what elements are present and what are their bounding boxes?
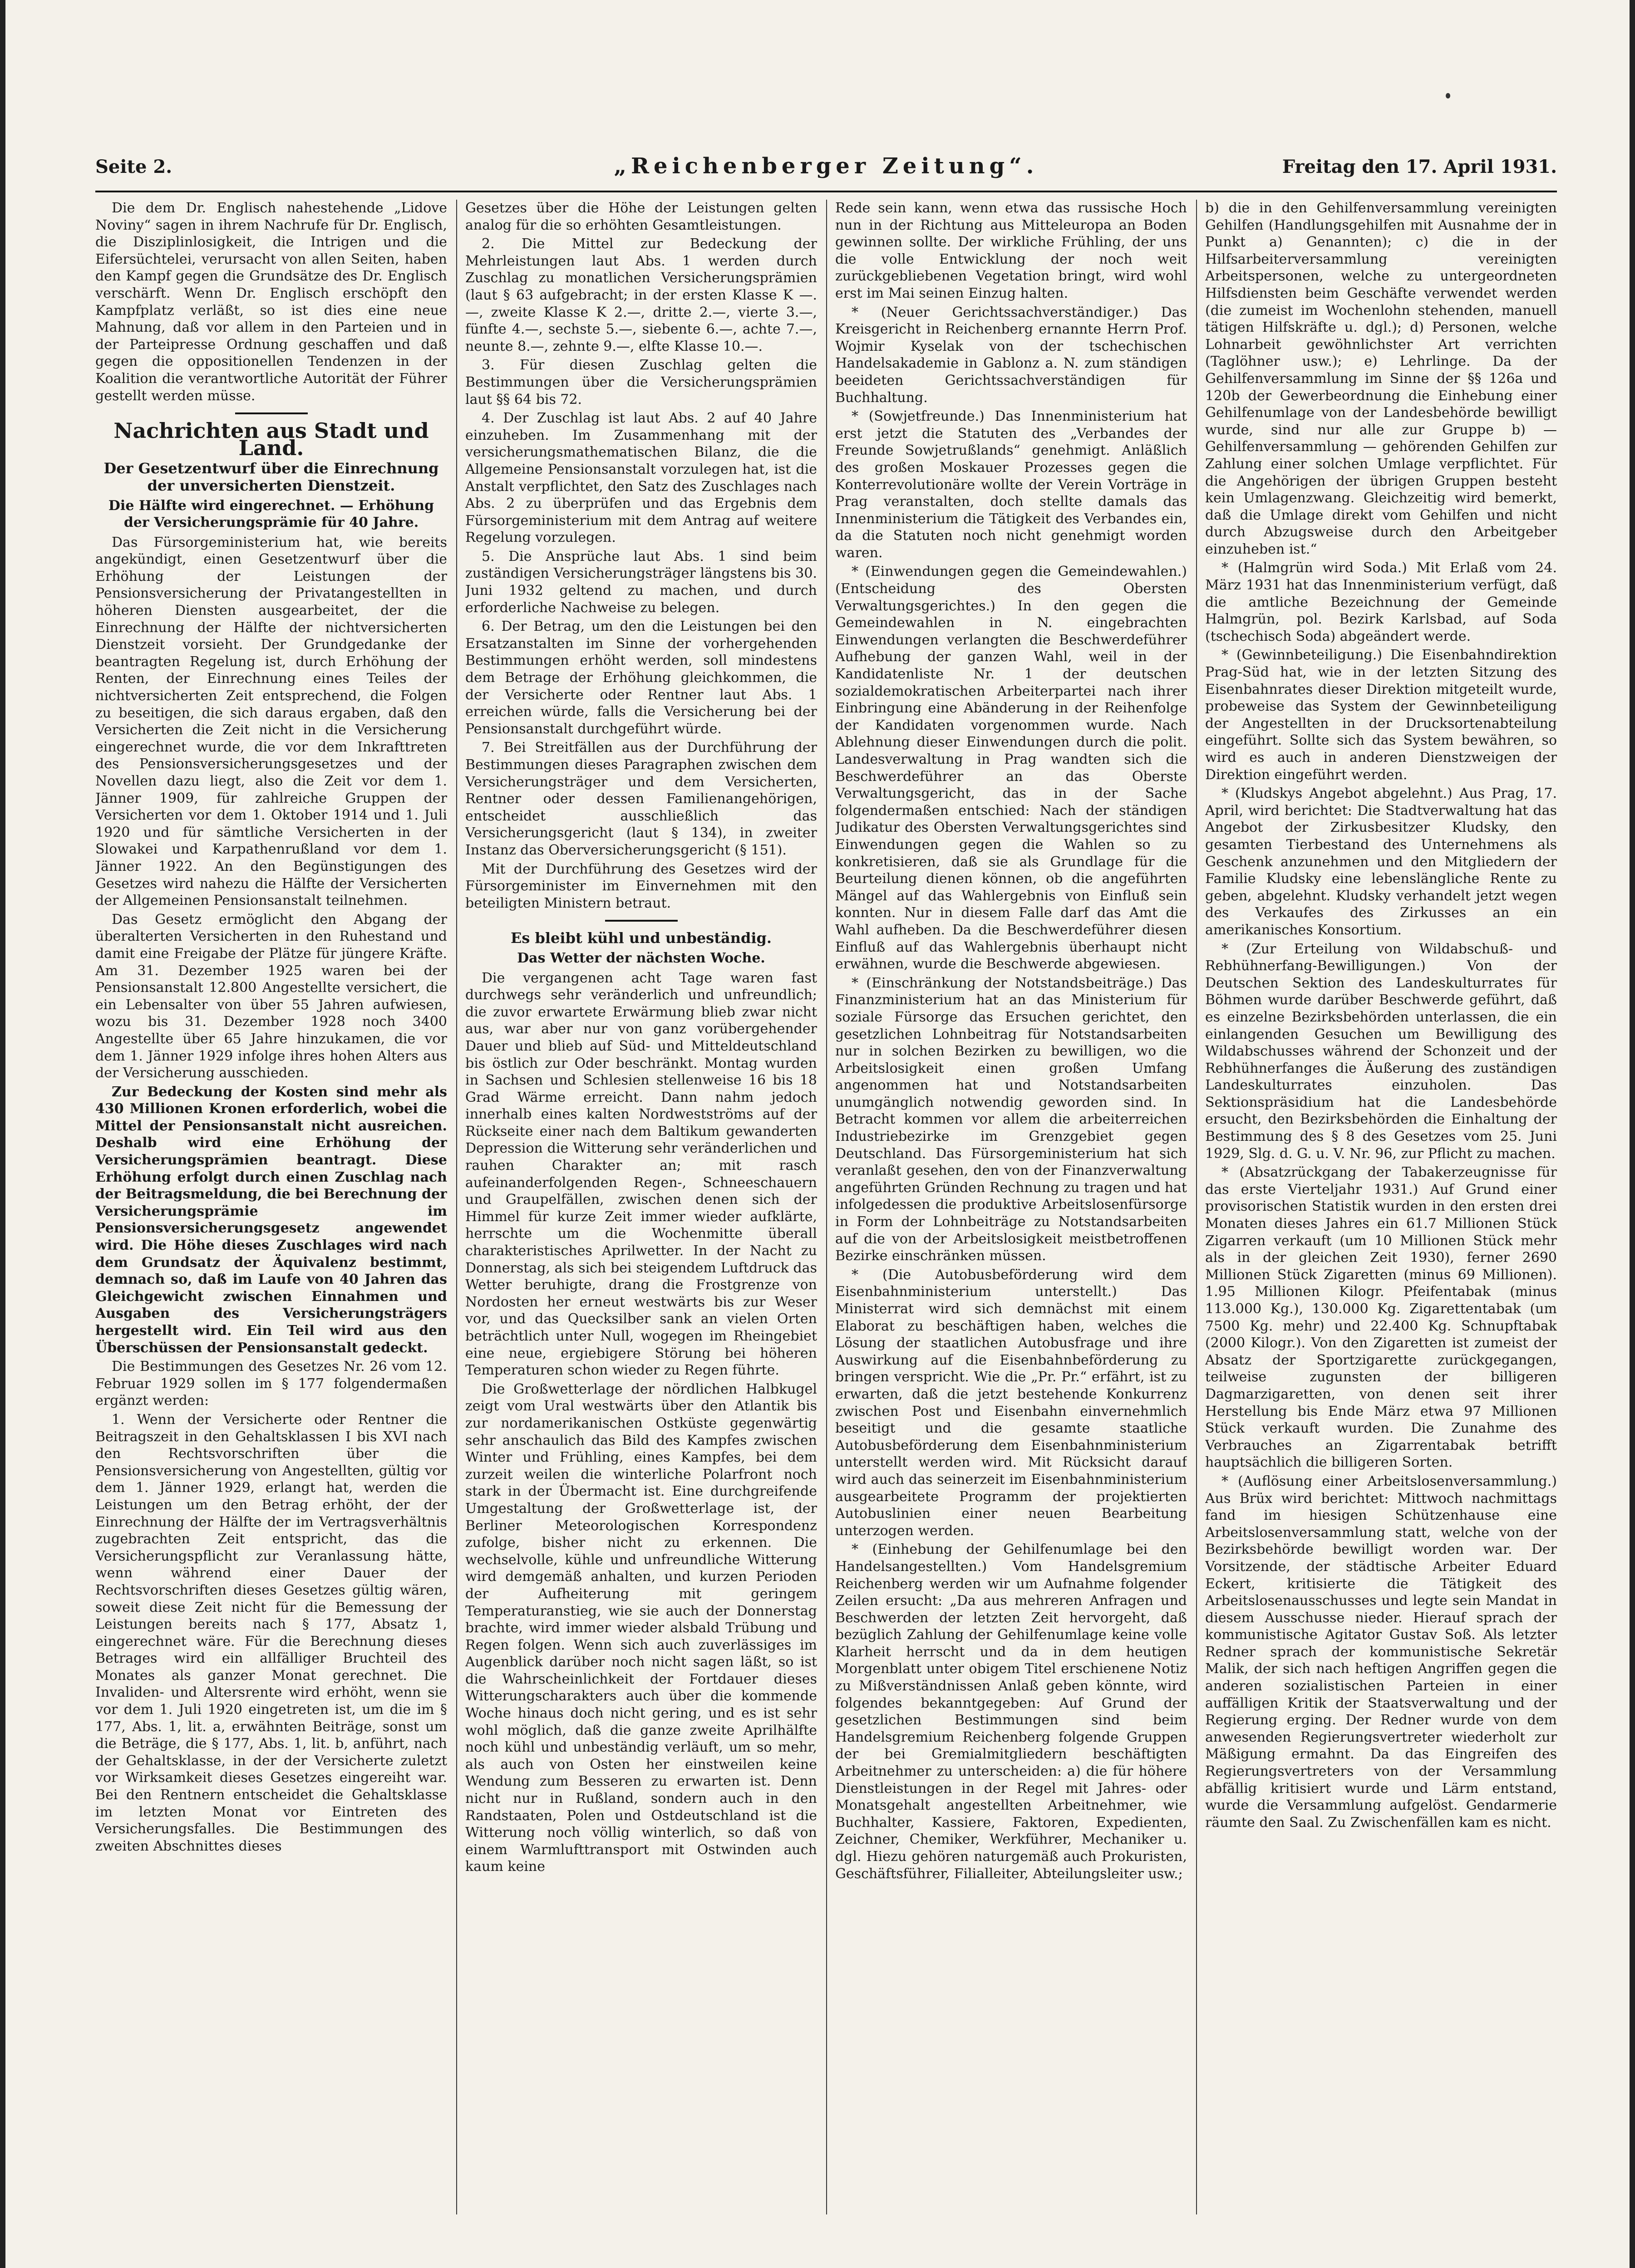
paragraph: Mit der Durchführung des Gesetzes wird der Fürsorgeminister im Einvernehmen mit den beteiligten Ministern betraut. [465, 861, 817, 911]
news-item: * (Einwendungen gegen die Gemeindewahlen.) (Entscheidung des Obersten Verwaltungsgerichtes.) In den gegen die Gemeindewahlen in N. eingebrachten Einwendungen verlangten die Beschwerdeführer Aufhebung der ganzen Wahl, weil in der Kandidatenliste Nr. 1 der deutschen sozialdemokratischen Arbeiterpartei nach ihrer Einbringung eine Abänderung in der Reihenfolge der Kandidaten vorgenommen wurde. Nach Ablehnung dieser Einwendungen durch die polit. Landesverwaltung in Prag wandten sich die Beschwerdeführer an das Oberste Verwaltungsgericht, das in der Sache folgendermaßen entschied: Nach der ständigen Judikatur des Obersten Verwaltungsgerichtes sind Einwendungen gegen die Wahlen so zu konkretisieren, daß sie als Grundlage für die Beurteilung dienen können, ob die angeführten Mängel auf das Wahlergebnis von Einfluß sein konnten. Nur in diesem Falle darf das Amt die Wahl aufheben. Da die Beschwerdeführer diesen Einfluß auf das Wahlergebnis überhaupt nicht erwähnen, wurde die Beschwerde abgewiesen. [835, 564, 1187, 972]
column-2 [465, 200, 817, 2214]
paragraph: 6. Der Betrag, um den die Leistungen bei den Ersatzanstalten im Sinne der vorhergehenden Bestimmungen erhöht werden, soll mindestens dem Betrage der Erhöhung gleichkommen, die der Versicherte oder Rentner laut Abs. 1 erreichen würde, falls die Versicherung bei der Pensionsanstalt durchgeführt würde. [465, 619, 817, 737]
news-item: * (Neuer Gerichtssachverständiger.) Das Kreisgericht in Reichenberg ernannte Herrn Prof. Wojmir Kyselak von der tschechischen Handelsakademie in Gablonz a. N. zum ständigen beeideten Gerichtssachverständigen für Buchhaltung. [835, 304, 1187, 406]
scan-edge-right [1630, 0, 1635, 2268]
news-item: * (Einhebung der Gehilfenumlage bei den Handelsangestellten.) Vom Handelsgremium Reichenberg werden wir um Aufnahme folgender Zeilen ersucht: „Da aus mehreren Anfragen und Beschwerden der letzten Zeit hervorgeht, daß bezüglich Zahlung der Gehilfenumlage keine volle Klarheit herrscht und da in dem heutigen Morgenblatt unter obigem Titel erschienene Notiz zu Mißverständnissen Anlaß geben könnte, wird folgendes bekanntgegeben: Auf Grund der gesetzlichen Bestimmungen sind beim Handelsgremium Reichenberg folgende Gruppen der bei Gremialmitgliedern beschäftigten Arbeitnehmer zu unterscheiden: a) die für höhere Dienstleistungen in der Regel mit Jahres- oder Monatsgehalt angestellten Arbeitnehmer, wie Buchhalter, Kassiere, Faktoren, Expedienten, Zeichner, Chemiker, Werkführer, Mechaniker u. dgl. Hiezu gehören naturgemäß auch Prokuristen, Geschäftsführer, Filialleiter, Abteilungsleiter usw.; [835, 1541, 1187, 1882]
column-rule [1196, 200, 1197, 2214]
paragraph: Die vergangenen acht Tage waren fast durchwegs sehr veränderlich und unfreundlich; die zuvor erwartete Erwärmung blieb zwar nicht aus, war aber nur von ganz vorübergehender Dauer und blieb auf Süd- und Mitteldeutschland bis östlich zur Oder beschränkt. Montag wurden in Sachsen und Schlesien stellenweise 16 bis 18 Grad Wärme erreicht. Dann nahm jedoch innerhalb eines kalten Nordwestströms auf der Rückseite einer nach dem Baltikum gewanderten Depression die Witterung sehr veränderlichen und rauhen Charakter an; mit rasch aufeinanderfolgenden Regen-, Schneeschauern und Graupelfällen, zwischen denen sich der Himmel für kurze Zeit immer wieder aufklärte, herrschte um die Wochenmitte überall charakteristisches Aprilwetter. In der Nacht zu Donnerstag, als sich bei steigendem Luftdruck das Wetter beruhigte, drang die Frostgrenze von Nordosten her erneut westwärts bis zur Weser vor, und das Quecksilber sank an vielen Orten beträchtlich unter Null, wogegen im Rheingebiet eine neue, ergiebigere Störung bei höheren Temperaturen schon wieder zu Regen führte. [465, 970, 817, 1379]
news-item: * (Kludskys Angebot abgelehnt.) Aus Prag, 17. April, wird berichtet: Die Stadtverwaltung hat das Angebot der Zirkusbesitzer Kludsky, den gesamten Tierbestand des Unternehmens als Geschenk anzunehmen und den Mitgliedern der Familie Kludsky eine lebenslängliche Rente zu geben, abgelehnt. Kludsky verhandelt jetzt wegen des Verkaufes des Zirkusses an ein amerikanisches Konsortium. [1205, 785, 1557, 938]
section-heading: Nachrichten aus Stadt und Land. [113, 418, 429, 460]
paragraph: 7. Bei Streitfällen aus der Durchführung der Bestimmungen dieses Paragraphen zwischen dem Versicherungsträger und dem Versicherten, Rentner oder dessen Familienangehörigen, entscheidet ausschließlich das Versicherungsgericht (laut § 134), in zweiter Instanz das Oberversicherungsgericht (§ 151). [465, 740, 817, 858]
news-item: * (Zur Erteilung von Wildabschuß- und Rebhühnerfang-Bewilligungen.) Von der Deutschen Sektion des Landeskulturrates für Böhmen wurde darüber Beschwerde geführt, daß es einzelne Bezirksbehörden unterlassen, die ein einlangenden Gesuchen um Bewilligung des Wildabschusses während der Schonzeit und der Rebhühnerfanges die Äußerung des zuständigen Landeskulturrates einzuholen. Das Sektionspräsidium hat die Landesbehörde ersucht, den Bezirksbehörden die Einhaltung der Bestimmung des § 8 des Gesetzes vom 25. Juni 1929, Slg. d. G. u. V. Nr. 96, zur Pflicht zu machen. [1205, 941, 1557, 1162]
column-rule [456, 200, 457, 2214]
article-subheadline: Die Hälfte wird eingerechnet. — Erhöhung der Versicherungsprämie für 40 Jahre. [108, 497, 434, 531]
column-1 [95, 200, 447, 2214]
column-3 [835, 200, 1187, 2214]
paragraph: b) die in den Gehilfenversammlung vereinigten Gehilfen (Handlungsgehilfen mit Ausnahme der in Punkt a) Genannten); c) die in der Hilfsarbeiterversammlung vereinigten Arbeitspersonen, welche zu untergeordneten Hilfsdiensten beim Geschäfte verwendet werden (die zumeist im Wochenlohn stehenden, manuell tätigen Hilfskräfte u. dgl.); d) Personen, welche Lohnarbeit gewöhnlichster Art verrichten (Taglöhner usw.); e) Lehrlinge. Da der Gehilfenversammlung im Sinne der §§ 126a und 120b der Gewerbeordnung die Einhebung einer Gehilfenumlage von der Landesbehörde bewilligt wurde, sind nur alle zur Gruppe b) — Gehilfenversammlung — gehörenden Gehilfen zur Zahlung einer solchen Umlage verpflichtet. Für die Angehörigen der übrigen Gruppen besteht kein Umlagenzwang. Gleichzeitig wird bemerkt, daß die Umlage direkt vom Gehilfen und nicht durch Abzugsweise durch den Arbeitgeber einzuheben ist.“ [1205, 200, 1557, 557]
paragraph: Das Fürsorgeministerium hat, wie bereits angekündigt, einen Gesetzentwurf über die Erhöhung der Leistungen der Pensionsversicherung der Privatangestellten in höheren Diensten ausgearbeitet, der die Einrechnung der Hälfte der nichtversicherten Dienstzeit vorsieht. Der Grundgedanke der beantragten Regelung ist, durch Erhöhung der Renten, der Einrechnung eines Teiles der nichtversicherten Zeit entsprechend, die Folgen zu beseitigen, die sich daraus ergaben, daß den Versicherten die Zeit nicht in die Versicherung eingerechnet wurde, die vor dem Inkrafttreten des Pensionsversicherungsgesetzes und der Novellen dazu liegt, also die Zeit vor dem 1. Jänner 1909, für zahlreiche Gruppen der Versicherten vor dem 1. Oktober 1914 und 1. Juli 1920 und für sämtliche Versicherten in der Slowakei und Karpathenrußland vor dem 1. Jänner 1922. An den Begünstigungen des Gesetzes wird nahezu die Hälfte der Versicherten der Allgemeinen Pensionsanstalt teilnehmen. [95, 534, 447, 909]
news-item: * (Gewinnbeteiligung.) Die Eisenbahndirektion Prag-Süd hat, wie in der letzten Sitzung des Eisenbahnrates dieser Direktion mitgeteilt wurde, probeweise das System der Gewinnbeteiligung der Angestellten in der Drucksortenabteilung eingeführt. Sollte sich das System bewähren, so wird es auch in anderen Dienstzweigen der Direktion eingeführt werden. [1205, 647, 1557, 783]
separator [235, 412, 308, 414]
paragraph: 2. Die Mittel zur Bedeckung der Mehrleistungen laut Abs. 1 werden durch Zuschlag zu monatlichen Versicherungsprämien (laut § 63 aufgebracht; in der ersten Klasse K —.—, zweite Klasse K 2.—, dritte 2.—, vierte 3.—, fünfte 4.—, sechste 5.—, siebente 6.—, achte 7.—, neunte 8.—, zehnte 9.—, elfte Klasse 10.—. [465, 236, 817, 354]
news-item: * (Auflösung einer Arbeitslosenversammlung.) Aus Brüx wird berichtet: Mittwoch nachmittags fand im hiesigen Schützenhause eine Arbeitslosenversammlung statt, welche von der Bezirksbehörde bewilligt worden war. Der Vorsitzende, der städtische Arbeiter Eduard Eckert, kritisierte die Tätigkeit des Arbeitslosenausschusses und legte sein Mandat in diesem Ausschusse nieder. Hierauf sprach der kommunistische Agitator Gustav Soß. Als letzter Redner sprach der kommunistische Sekretär Malik, der sich nach heftigen Angriffen gegen die anderen sozialistischen Parteien in einer auffälligen Kritik der Staatsverwaltung und der Regierung erging. Der Redner wurde von dem anwesenden Regierungsvertreter wiederholt zur Mäßigung ermahnt. Da das Eingreifen des Regierungsvertreters von der Versammlung abfällig kritisiert wurde und Lärm entstand, wurde die Versammlung aufgelöst. Gendarmerie räumte den Saal. Zu Zwischenfällen kam es nicht. [1205, 1473, 1557, 1831]
article-headline: Der Gesetzentwurf über die Einrechnung der unversicherten Dienstzeit. [103, 460, 439, 494]
newspaper-title: „Reichenberger Zeitung“. [614, 153, 1039, 179]
news-item: * (Die Autobusbeförderung wird dem Eisenbahnministerium unterstellt.) Das Ministerrat wird sich demnächst mit einem Elaborat zu beschäftigen haben, welches die Lösung der staatlichen Autobusfrage und ihre Auswirkung auf die Eisenbahnbeförderung zu bringen verspricht. Wie die „Pr. Pr.“ erfährt, ist zu erwarten, daß die jetzt bestehende Konkurrenz zwischen Post und Eisenbahn einvernehmlich beseitigt und die gesamte staatliche Autobusbeförderung dem Eisenbahnministerium unterstellt werden wird. Mit Rücksicht darauf wird auch das seinerzeit im Eisenbahnministerium ausgearbeitete Programm der projektierten Autobuslinien einer neuen Bearbeitung unterzogen werden. [835, 1267, 1187, 1539]
paragraph: Das Gesetz ermöglicht den Abgang der überalterten Versicherten in den Ruhestand und damit eine Freigabe der Plätze für jüngere Kräfte. Am 31. Dezember 1925 waren bei der Pensionsanstalt 12.800 Angestellte versichert, die ein Lebensalter von über 55 Jahren aufwiesen, wozu bis 31. Dezember 1928 noch 3400 Angestellte über 65 Jahre hinzukamen, die vor dem 1. Jänner 1929 infolge ihres hohen Alters aus der Versicherung ausschieden. [95, 911, 447, 1081]
column-rule [826, 200, 827, 2214]
scan-mark [1446, 93, 1450, 98]
paragraph: 4. Der Zuschlag ist laut Abs. 2 auf 40 Jahre einzuheben. Im Zusammenhang mit der versicherungsmathematischen Bilanz, die die Allgemeine Pensionsanstalt vorzulegen hat, ist die Anstalt verpflichtet, den Satz des Zuschlages nach Abs. 2 zu überprüfen und das Ergebnis dem Fürsorgeministerium mit dem Antrag auf weitere Regelung vorzulegen. [465, 410, 817, 546]
newspaper-page [95, 150, 1557, 2219]
scan-edge-left [0, 0, 5, 2268]
article-subheadline: Das Wetter der nächsten Woche. [517, 950, 765, 966]
news-item: * (Sowjetfreunde.) Das Innenministerium hat erst jetzt die Statuten des „Verbandes der Freunde Sowjetrußlands“ genehmigt. Anläßlich des großen Moskauer Prozesses gegen die Konterrevolutionäre wollte der Verein Vorträge in Prag veranstalten, doch stellte damals das Innenministerium die Tätigkeit des Verbandes ein, da die Statuten noch nicht genehmigt worden waren. [835, 408, 1187, 561]
paragraph: Die dem Dr. Englisch nahestehende „Lidove Noviny“ sagen in ihrem Nachrufe für Dr. Englisch, die Disziplinlosigkeit, die Intrigen und die Eifersüchtelei, verursacht von allen Seiten, haben den Kampf gegen die Grundsätze des Dr. Englisch verschärft. Wenn Dr. Englisch erschöpft den Kampfplatz verläßt, so ist dies eine neue Mahnung, daß vor allem in den Parteien und in der Parteipresse Ordnung geschaffen und daß gegen die oppositionellen Tendenzen in der Koalition die verantwortliche Autorität der Führer gestellt werden müsse. [95, 200, 447, 404]
news-item: * (Einschränkung der Notstandsbeiträge.) Das Finanzministerium hat an das Ministerium für soziale Fürsorge das Ersuchen gerichtet, den gesetzlichen Lohnbeitrag für Notstandsarbeiten nur in solchen Bezirken zu bewilligen, wo die Arbeitslosigkeit einen großen Umfang angenommen hat und Notstandsarbeiten unumgänglich notwendig geworden sind. In Betracht kommen vor allem die arbeiterreichen Industriebezirke im Grenzgebiet gegen Deutschland. Das Fürsorgeministerium hat sich veranlaßt gesehen, den von der Finanzverwaltung angeführten Gründen Rechnung zu tragen und hat infolgedessen die produktive Arbeitslosenfürsorge in Form der Lohnbeiträge zu Notstandsarbeiten auf die von der Arbeitslosigkeit meistbetroffenen Bezirke einschränken müssen. [835, 975, 1187, 1264]
paragraph: Zur Bedeckung der Kosten sind mehr als 430 Millionen Kronen erforderlich, wobei die Mittel der Pensionsanstalt nicht ausreichen. Deshalb wird eine Erhöhung der Versicherungsprämien beantragt. Diese Erhöhung erfolgt durch einen Zuschlag nach der Beitragsmeldung, die bei Berechnung der Versicherungsprämie im Pensionsversicherungsgesetz angewendet wird. Die Höhe dieses Zuschlages wird nach dem Grundsatz der Äquivalenz bestimmt, demnach so, daß im Laufe von 40 Jahren das Gleichgewicht zwischen Einnahmen und Ausgaben des Versicherungsträgers hergestellt wird. Ein Teil wird aus den Überschüssen der Pensionsanstalt gedeckt. [95, 1084, 447, 1356]
column-4 [1205, 200, 1557, 2214]
article-headline: Es bleibt kühl und unbeständig. [510, 929, 772, 947]
paragraph: Die Bestimmungen des Gesetzes Nr. 26 vom 12. Februar 1929 sollen im § 177 folgendermaßen ergänzt werden: [95, 1359, 447, 1409]
masthead [95, 150, 1557, 192]
paragraph: Die Großwetterlage der nördlichen Halbkugel zeigt vom Ural westwärts über den Atlantik bis zur nordamerikanischen Ostküste gegenwärtig sehr anschaulich das Bild des Kampfes zwischen Winter und Frühling, eines Kampfes, bei dem zurzeit weilen die winterliche Polarfront noch stark in der Übermacht ist. Eine durchgreifende Umgestaltung der Großwetterlage ist, der Berliner Meteorologischen Korrespondenz zufolge, bisher nicht zu erkennen. Die wechselvolle, kühle und unfreundliche Witterung wird demgemäß anhalten, und kurzen Perioden der Aufheiterung mit geringem Temperaturanstieg, wie sie auch der Donnerstag brachte, wird immer wieder alsbald Trübung und Regen folgen. Wenn sich auch zuverlässiges im Augenblick darüber noch nicht sagen läßt, so ist die Wahrscheinlichkeit der Fortdauer dieses Witterungscharakters auch über die kommende Woche hinaus doch nicht gering, und es ist sehr wohl möglich, daß die ganze zweite Aprilhälfte noch kühl und unbeständig verläuft, um so mehr, als auch von Osten her einstweilen keine Wendung zum Besseren zu erwarten ist. Denn nicht nur in Rußland, sondern auch in den Randstaaten, Polen und Ostdeutschland ist die Witterung noch völlig winterlich, so daß von einem Warmlufttransport mit Ostwinden auch kaum keine [465, 1381, 817, 1875]
news-item: * (Halmgrün wird Soda.) Mit Erlaß vom 24. März 1931 hat das Innenministerium verfügt, daß die amtliche Bezeichnung der Gemeinde Halmgrün, pol. Bezirk Karlsbad, auf Soda (tschechisch Soda) abgeändert werde. [1205, 560, 1557, 644]
paragraph: 1. Wenn der Versicherte oder Rentner die Beitragszeit in den Gehaltsklassen I bis XVI nach den Rechtsvorschriften über die Pensionsversicherung von Angestellten, gültig vor dem 1. Jänner 1929, erlangt hat, werden die Leistungen um den Betrag erhöht, der der Einrechnung der Hälfte der im Vertragsverhältnis zugebrachten Zeit entspricht, das die Versicherungspflicht zur Veranlassung hätte, wenn während einer Dauer der Rechtsvorschriften dieses Gesetzes gültig wären, soweit diese Zeit nicht für die Bemessung der Leistungen bereits nach § 177, Absatz 1, eingerechnet wäre. Für die Berechnung dieses Betrages wird ein allfälliger Bruchteil des Monates als ganzer Monat gerechnet. Die Invaliden- und Altersrente wird erhöht, wenn sie vor dem 1. Juli 1920 eingetreten ist, um die im § 177, Abs. 1, lit. a, erwähnten Beiträge, sonst um die Beträge, die § 177, Abs. 1, lit. b, anführt, nach der Gehaltsklasse, in der der Versicherte zuletzt vor Wirksamkeit dieses Gesetzes eingereiht war. Bei den Rentnern entscheidet die Gehaltsklasse im letzten Monat vor Eintreten des Versicherungsfalles. Die Bestimmungen des zweiten Abschnittes dieses [95, 1411, 447, 1854]
paragraph: Gesetzes über die Höhe der Leistungen gelten analog für die so erhöhten Gesamtleistungen. [465, 200, 817, 233]
page-number: Seite 2. [95, 156, 172, 177]
paragraph: 3. Für diesen Zuschlag gelten die Bestimmungen über die Versicherungsprämien laut §§ 64 bis 72. [465, 357, 817, 407]
separator [605, 920, 678, 922]
news-item: * (Absatzrückgang der Tabakerzeugnisse für das erste Vierteljahr 1931.) Auf Grund einer provisorischen Statistik wurden in den ersten drei Monaten dieses Jahres ein 61.7 Millionen Stück Zigarren verkauft (um 10 Millionen Stück mehr als in der gleichen Zeit 1930), ferner 2690 Millionen Stück Zigaretten (minus 69 Millionen). 1.95 Millionen Kilogr. Pfeifentabak (minus 113.000 Kg.), 130.000 Kg. Zigarettentabak (um 7500 Kg. mehr) und 22.400 Kg. Schnupftabak (2000 Kilogr.). Von den Zigaretten ist zumeist der Absatz der Sportzigarette zurückgegangen, teilweise zugunsten der billigeren Dagmarzigaretten, von denen seit ihrer Herstellung bis Ende März etwa 97 Millionen Stück verkauft wurden. Die Zunahme des Verbrauches an Zigarrentabak betrifft hauptsächlich die billigeren Sorten. [1205, 1164, 1557, 1471]
paragraph: 5. Die Ansprüche laut Abs. 1 sind beim zuständigen Versicherungsträger längstens bis 30. Juni 1932 geltend zu machen, und durch erforderliche Nachweise zu belegen. [465, 548, 817, 616]
issue-date: Freitag den 17. April 1931. [1282, 156, 1557, 177]
paragraph: Rede sein kann, wenn etwa das russische Hoch nun in der Richtung aus Mitteleuropa an Boden gewinnen sollte. Der wirkliche Frühling, der uns die volle Entwicklung der noch weit zurückgebliebenen Vegetation bringt, wird wohl erst im Mai seinen Einzug halten. [835, 200, 1187, 301]
